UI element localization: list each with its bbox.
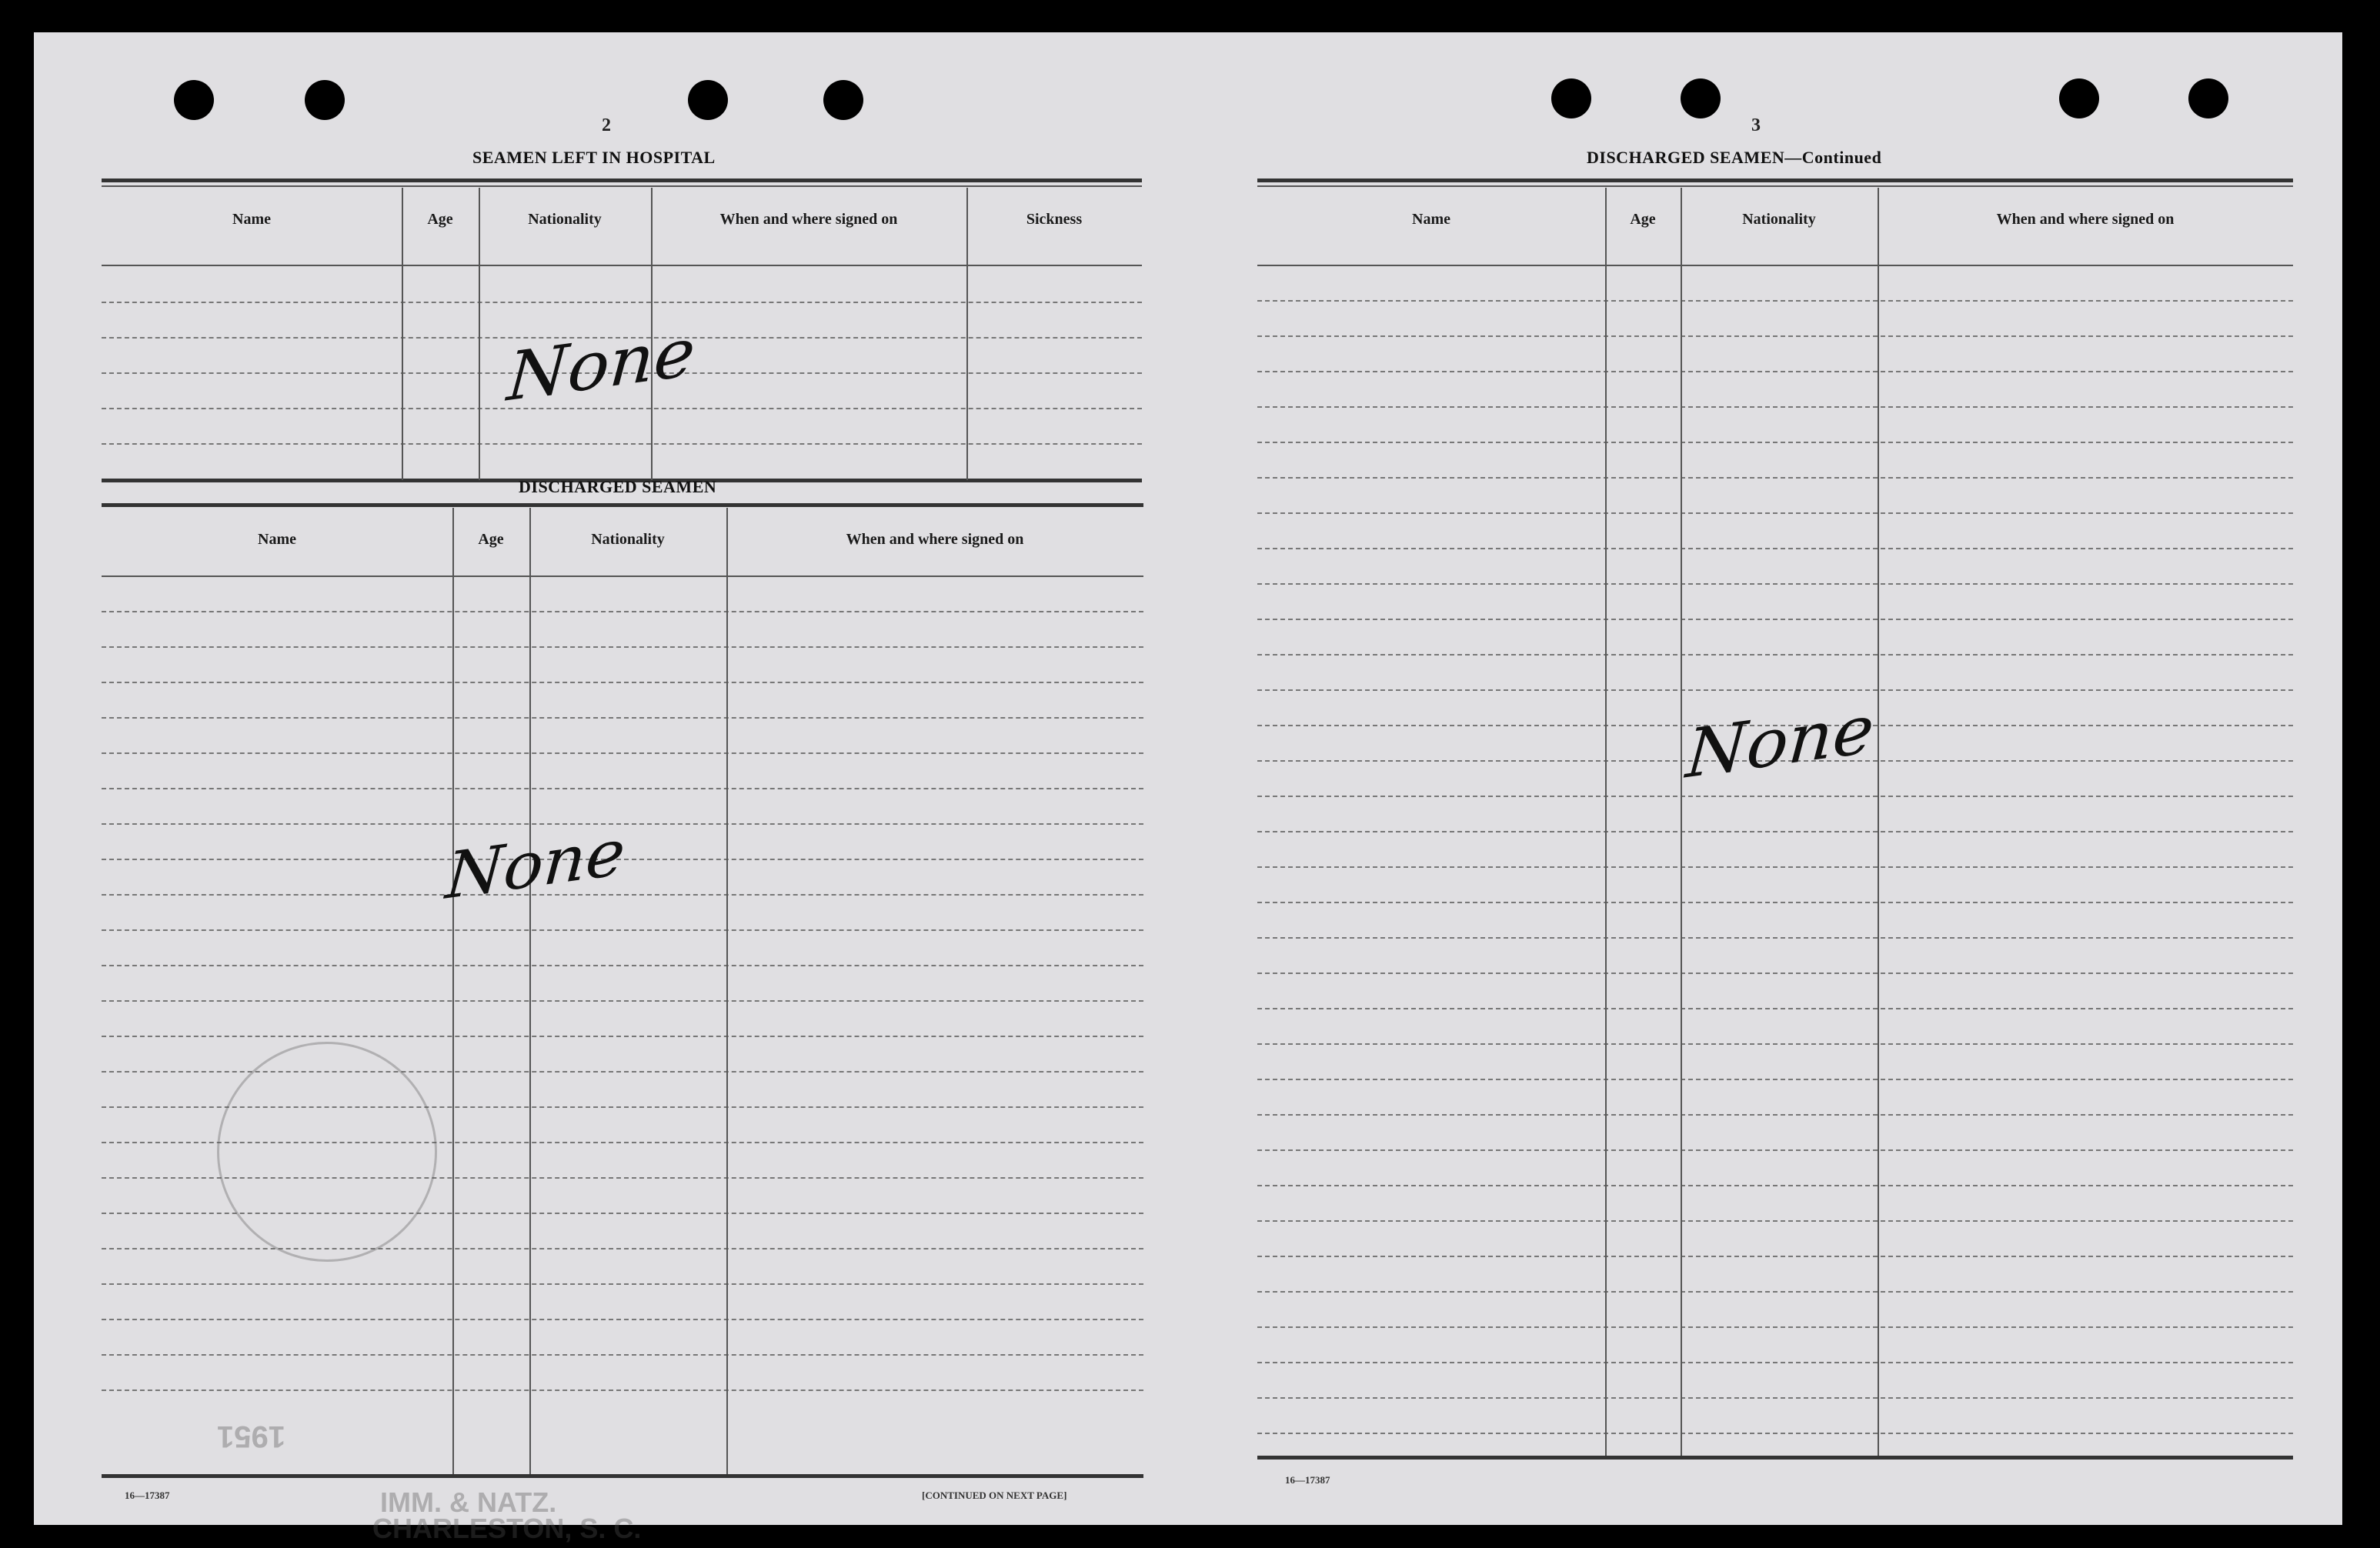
form-number-left: 16—17387 [125, 1490, 170, 1501]
table-row [1257, 1079, 2293, 1080]
column-divider [726, 508, 728, 1474]
table-row [102, 1036, 1143, 1037]
column-header-age: Age [478, 531, 504, 548]
table-row [102, 965, 1143, 966]
table-row [1257, 937, 2293, 939]
discharged-table-left [102, 503, 1143, 1473]
table-row [1257, 406, 2293, 408]
table-row [1257, 1326, 2293, 1328]
column-header-nationality: Nationality [591, 531, 665, 548]
title-main: DISCHARGED SEAMEN [1587, 148, 1785, 167]
stamp-text: IMM. & NATZ. [380, 1486, 557, 1518]
handwritten-entry: None [1683, 689, 1877, 794]
punch-hole [1551, 78, 1591, 118]
table-row [102, 408, 1142, 409]
table-row [1257, 1433, 2293, 1434]
table-row [1257, 1256, 2293, 1257]
column-divider [402, 188, 403, 480]
table-row [102, 752, 1143, 754]
discharged-section-title: DISCHARGED SEAMEN [519, 477, 717, 496]
table-row [1257, 1220, 2293, 1222]
table-row [102, 1354, 1143, 1356]
table-row [1257, 1114, 2293, 1116]
column-header-name: Name [1412, 211, 1450, 228]
table-row [1257, 477, 2293, 479]
punch-hole [2188, 78, 2228, 118]
document-scan [34, 32, 2342, 1544]
discharged-continued-title [1587, 148, 1881, 168]
column-header-name: Name [232, 211, 271, 228]
table-row [102, 1248, 1143, 1249]
received-stamp [217, 1042, 437, 1262]
table-row [1257, 583, 2293, 585]
discharged-table-right [1257, 178, 2293, 1471]
table-row [1257, 335, 2293, 337]
column-header-signed-on: When and where signed on [719, 211, 898, 228]
table-row [1257, 973, 2293, 974]
table-row [1257, 796, 2293, 797]
column-divider [452, 508, 454, 1474]
page-number-right: 3 [1751, 115, 1761, 135]
table-row [1257, 866, 2293, 868]
form-number-right: 16—17387 [1285, 1474, 1330, 1486]
column-divider [1878, 188, 1879, 1456]
table-row [1257, 654, 2293, 656]
table-row [102, 611, 1143, 612]
punch-hole [2059, 78, 2099, 118]
table-row [1257, 1008, 2293, 1009]
table-row [1257, 1185, 2293, 1186]
table-row [102, 443, 1142, 445]
header-divider [1257, 265, 2293, 266]
table-row [102, 1283, 1143, 1285]
table-row [1257, 1291, 2293, 1293]
column-header-age: Age [427, 211, 453, 228]
table-row [1257, 1362, 2293, 1363]
header-divider [102, 265, 1142, 266]
column-header-signed-on: When and where signed on [846, 531, 1024, 548]
column-divider [966, 188, 968, 480]
column-divider [529, 508, 531, 1474]
table-row [1257, 902, 2293, 903]
table-row [1257, 831, 2293, 832]
column-header-name: Name [258, 531, 296, 548]
table-row [1257, 548, 2293, 549]
punch-hole [688, 80, 728, 120]
table-row [102, 1390, 1143, 1391]
column-header-age: Age [1630, 211, 1656, 228]
table-row [1257, 371, 2293, 372]
table-row [102, 717, 1143, 719]
table-row [1257, 1043, 2293, 1045]
stamp-date: 1951 [217, 1420, 285, 1453]
table-row [1257, 1149, 2293, 1151]
table-top-rule [102, 178, 1142, 182]
table-row [102, 1000, 1143, 1002]
table-row [1257, 1397, 2293, 1399]
hospital-section-title: SEAMEN LEFT IN HOSPITAL [472, 148, 716, 167]
punch-hole [1681, 78, 1721, 118]
column-header-signed-on: When and where signed on [1996, 211, 2175, 228]
table-bottom-rule [1257, 1456, 2293, 1460]
table-row [1257, 300, 2293, 302]
column-header-nationality: Nationality [1742, 211, 1816, 228]
table-top-rule [1257, 178, 2293, 182]
column-header-nationality: Nationality [528, 211, 602, 228]
column-header-sickness: Sickness [1026, 211, 1083, 228]
header-divider [102, 575, 1143, 577]
table-row [1257, 512, 2293, 514]
punch-hole [305, 80, 345, 120]
hospital-table [102, 178, 1142, 486]
table-row [102, 929, 1143, 931]
table-bottom-rule [102, 1474, 1143, 1478]
stamp-text-2: CHARLESTON, S. C. [372, 1513, 642, 1544]
table-row [102, 682, 1143, 683]
column-divider [479, 188, 480, 480]
handwritten-entry: None [443, 814, 628, 914]
column-divider [1605, 188, 1607, 1456]
table-row [102, 646, 1143, 648]
handwritten-entry: None [504, 312, 698, 417]
table-row [102, 1319, 1143, 1320]
table-top-rule-thin [1257, 185, 2293, 187]
punch-hole [174, 80, 214, 120]
continued-note: [CONTINUED ON NEXT PAGE] [922, 1490, 1067, 1501]
table-row [1257, 689, 2293, 691]
punch-hole [823, 80, 863, 120]
table-top-rule [102, 503, 1143, 507]
table-row [1257, 619, 2293, 620]
table-row [102, 302, 1142, 303]
title-suffix: —Continued [1784, 148, 1882, 167]
table-row [1257, 442, 2293, 443]
table-row [102, 788, 1143, 789]
column-divider [1681, 188, 1682, 1456]
table-row [102, 894, 1143, 896]
table-top-rule-thin [102, 185, 1142, 187]
page-number-left: 2 [602, 115, 611, 135]
